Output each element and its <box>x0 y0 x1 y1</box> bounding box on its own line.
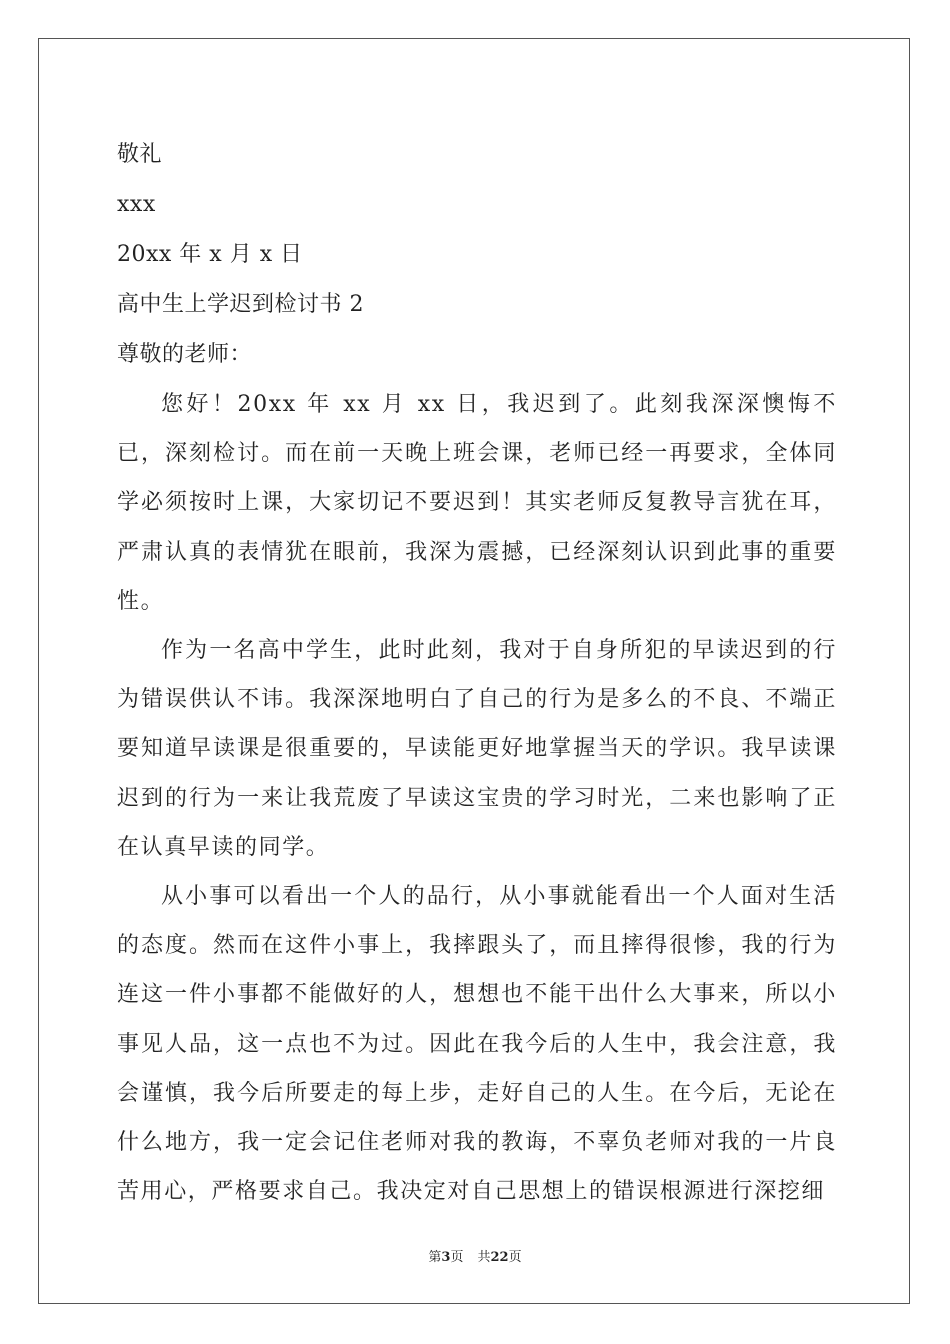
signature-name: xxx <box>117 192 156 217</box>
signature-date: 20xx 年 x 月 x 日 <box>117 242 303 267</box>
page-total: 22 <box>490 1250 509 1265</box>
section-title: 高中生上学迟到检讨书 2 <box>117 292 364 317</box>
document-body <box>117 130 837 1216</box>
total-prefix: 共 <box>477 1250 491 1265</box>
page-suffix: 页 <box>450 1250 464 1265</box>
page-prefix: 第 <box>428 1250 442 1265</box>
closing-salutation: 敬礼 <box>117 142 163 167</box>
paragraph: 作为一名高中学生，此时此刻，我对于自身所犯的早读迟到的行为错误供认不讳。我深深地明白了自己的行为是多么的不良、不端正要知道早读课是很重要的，早读能更好地掌握当天的学识。我早读课迟到的行为一来让我荒废了早读这宝贵的学习时光，二来也影响了正在认真早读的同学。 <box>117 638 837 860</box>
total-suffix: 页 <box>508 1250 522 1265</box>
greeting: 尊敬的老师： <box>117 342 253 367</box>
paragraph: 从小事可以看出一个人的品行，从小事就能看出一个人面对生活的态度。然而在这件小事上，我摔跟头了，而且摔得很惨，我的行为连这一件小事都不能做好的人，想想也不能干出什么大事来，所以小事见人品，这一点也不为过。因此在我今后的人生中，我会注意，我会谨慎，我今后所要走的每上步，走好自己的人生。在今后，无论在什么地方，我一定会记住老师对我的教诲，不辜负老师对我的一片良苦用心，严格要求自己。我决定对自己思想上的错误根源进行深挖细 <box>117 884 837 1205</box>
page-footer <box>0 1246 950 1265</box>
paragraph: 您好！20xx 年 xx 月 xx 日，我迟到了。此刻我深深懊悔不已，深刻检讨。而在前一天晚上班会课，老师已经一再要求，全体同学必须按时上课，大家切记不要迟到！其实老师反复教导言犹在耳，严肃认真的表情犹在眼前，我深为震撼，已经深刻认识到此事的重要性。 <box>117 392 837 614</box>
page-number: 3 <box>441 1250 451 1265</box>
